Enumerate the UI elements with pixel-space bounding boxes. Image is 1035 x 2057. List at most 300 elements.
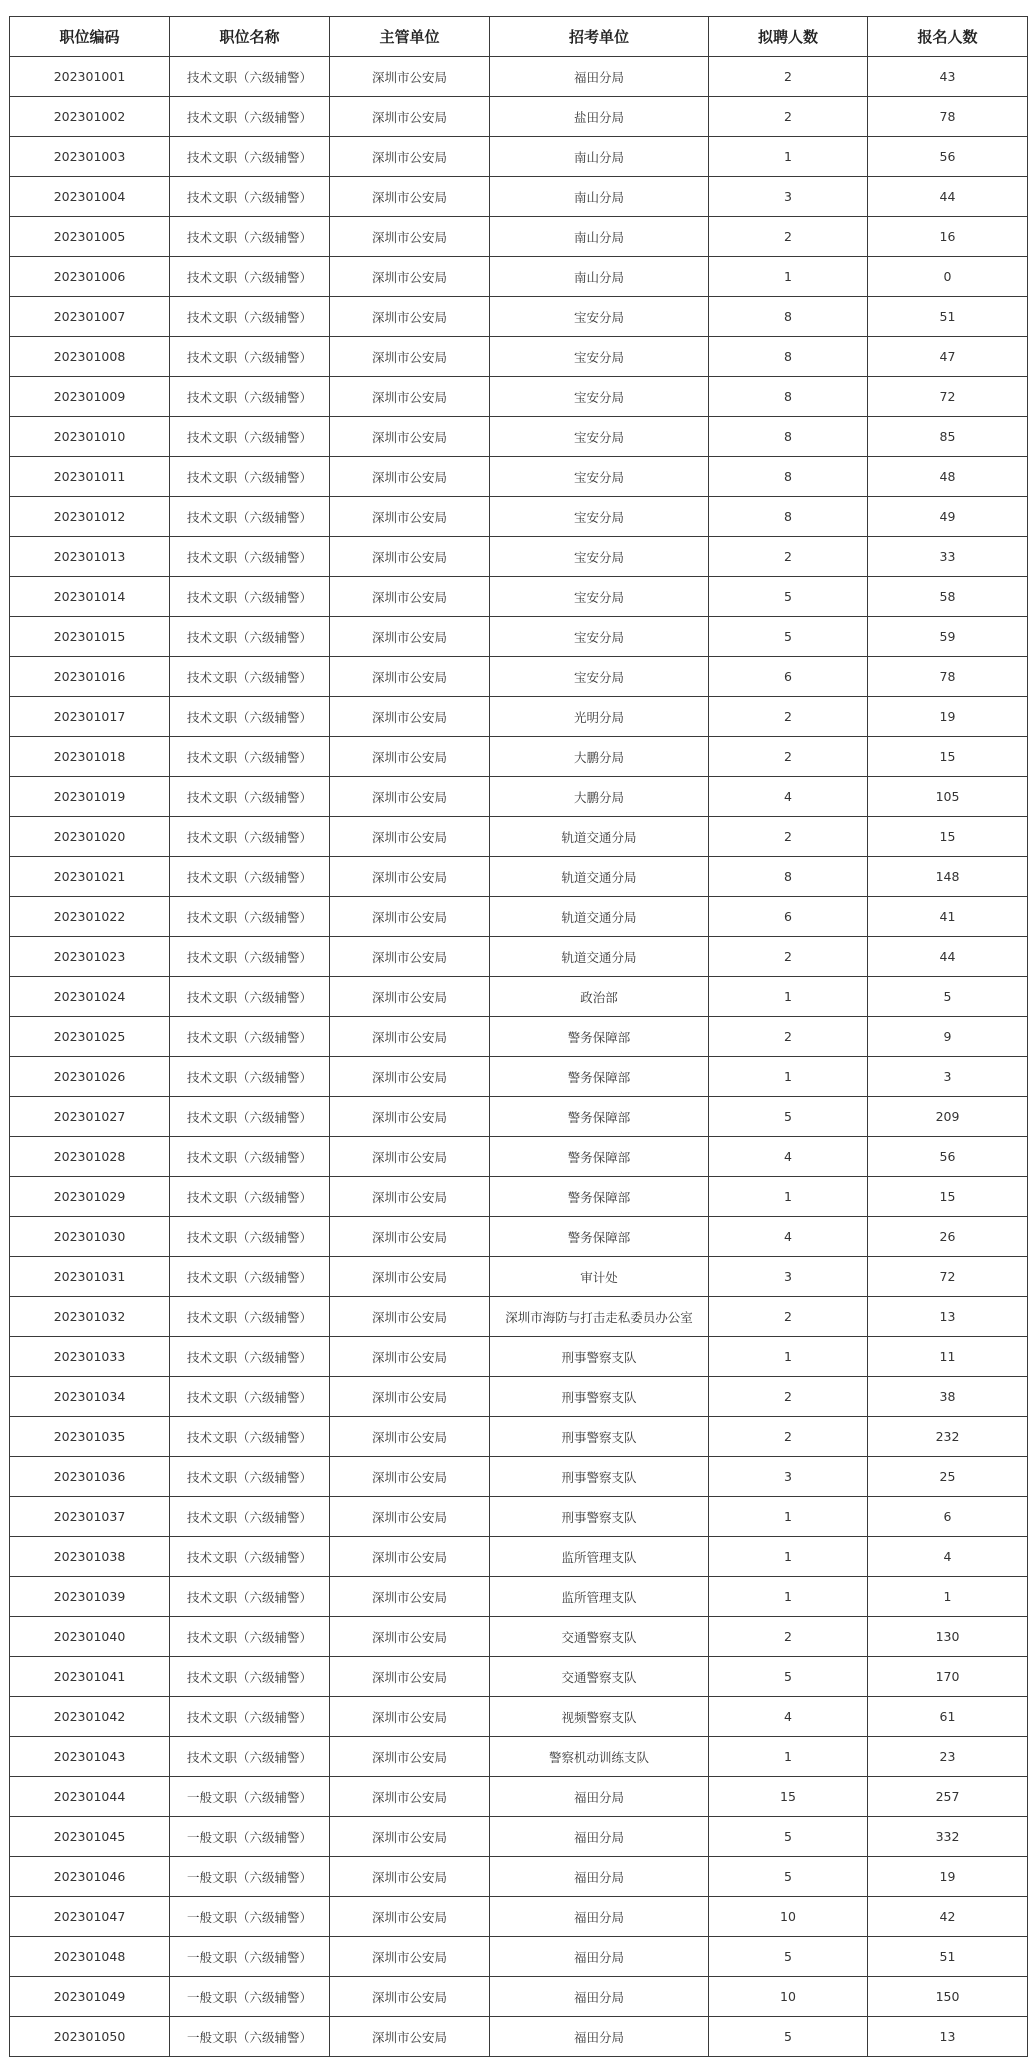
table-row (10, 817, 1028, 857)
cell-planned-hires: 4 (709, 1137, 868, 1177)
cell-applicants: 5 (868, 977, 1028, 1017)
cell-supervising-unit: 深圳市公安局 (330, 417, 490, 457)
cell-applicants: 9 (868, 1017, 1028, 1057)
cell-recruiting-unit: 宝安分局 (490, 497, 709, 537)
cell-applicants: 72 (868, 377, 1028, 417)
cell-position-code: 202301039 (10, 1577, 170, 1617)
cell-supervising-unit: 深圳市公安局 (330, 1057, 490, 1097)
cell-position-code: 202301033 (10, 1337, 170, 1377)
table-row (10, 337, 1028, 377)
table-row (10, 1857, 1028, 1897)
cell-position-code: 202301044 (10, 1777, 170, 1817)
cell-position-name: 技术文职（六级辅警） (170, 897, 330, 937)
cell-recruiting-unit: 南山分局 (490, 177, 709, 217)
cell-recruiting-unit: 警务保障部 (490, 1217, 709, 1257)
table-row (10, 417, 1028, 457)
cell-position-code: 202301027 (10, 1097, 170, 1137)
table-row (10, 1297, 1028, 1337)
cell-position-name: 一般文职（六级辅警） (170, 1777, 330, 1817)
cell-position-name: 技术文职（六级辅警） (170, 97, 330, 137)
cell-supervising-unit: 深圳市公安局 (330, 297, 490, 337)
recruitment-table-container (9, 16, 1027, 2057)
cell-applicants: 47 (868, 337, 1028, 377)
cell-position-name: 技术文职（六级辅警） (170, 1257, 330, 1297)
cell-position-name: 技术文职（六级辅警） (170, 1617, 330, 1657)
cell-position-code: 202301048 (10, 1937, 170, 1977)
table-row (10, 657, 1028, 697)
cell-planned-hires: 8 (709, 857, 868, 897)
cell-applicants: 49 (868, 497, 1028, 537)
cell-planned-hires: 2 (709, 1377, 868, 1417)
cell-applicants: 48 (868, 457, 1028, 497)
cell-applicants: 23 (868, 1737, 1028, 1777)
table-row (10, 1057, 1028, 1097)
cell-recruiting-unit: 警务保障部 (490, 1097, 709, 1137)
cell-planned-hires: 2 (709, 217, 868, 257)
cell-recruiting-unit: 刑事警察支队 (490, 1457, 709, 1497)
table-row (10, 1577, 1028, 1617)
cell-planned-hires: 8 (709, 417, 868, 457)
cell-supervising-unit: 深圳市公安局 (330, 737, 490, 777)
cell-applicants: 51 (868, 297, 1028, 337)
cell-planned-hires: 5 (709, 1097, 868, 1137)
cell-position-code: 202301005 (10, 217, 170, 257)
cell-planned-hires: 5 (709, 1857, 868, 1897)
cell-applicants: 170 (868, 1657, 1028, 1697)
cell-applicants: 0 (868, 257, 1028, 297)
cell-recruiting-unit: 宝安分局 (490, 337, 709, 377)
cell-position-code: 202301029 (10, 1177, 170, 1217)
cell-planned-hires: 6 (709, 897, 868, 937)
cell-position-code: 202301026 (10, 1057, 170, 1097)
cell-applicants: 43 (868, 57, 1028, 97)
cell-applicants: 41 (868, 897, 1028, 937)
cell-supervising-unit: 深圳市公安局 (330, 977, 490, 1017)
cell-supervising-unit: 深圳市公安局 (330, 97, 490, 137)
table-row (10, 1217, 1028, 1257)
cell-position-name: 技术文职（六级辅警） (170, 257, 330, 297)
cell-applicants: 33 (868, 537, 1028, 577)
cell-planned-hires: 1 (709, 1057, 868, 1097)
cell-position-name: 技术文职（六级辅警） (170, 1577, 330, 1617)
cell-planned-hires: 3 (709, 1257, 868, 1297)
cell-applicants: 26 (868, 1217, 1028, 1257)
cell-recruiting-unit: 轨道交通分局 (490, 937, 709, 977)
cell-applicants: 16 (868, 217, 1028, 257)
cell-supervising-unit: 深圳市公安局 (330, 1417, 490, 1457)
cell-planned-hires: 2 (709, 737, 868, 777)
cell-supervising-unit: 深圳市公安局 (330, 2017, 490, 2057)
cell-position-code: 202301001 (10, 57, 170, 97)
cell-applicants: 72 (868, 1257, 1028, 1297)
cell-recruiting-unit: 福田分局 (490, 1977, 709, 2017)
cell-planned-hires: 6 (709, 657, 868, 697)
cell-applicants: 59 (868, 617, 1028, 657)
cell-supervising-unit: 深圳市公安局 (330, 857, 490, 897)
cell-planned-hires: 3 (709, 1457, 868, 1497)
cell-applicants: 78 (868, 97, 1028, 137)
cell-recruiting-unit: 宝安分局 (490, 417, 709, 457)
cell-position-name: 技术文职（六级辅警） (170, 457, 330, 497)
table-row (10, 1897, 1028, 1937)
cell-planned-hires: 2 (709, 1017, 868, 1057)
cell-planned-hires: 1 (709, 1537, 868, 1577)
table-row (10, 1177, 1028, 1217)
cell-position-code: 202301007 (10, 297, 170, 337)
cell-recruiting-unit: 交通警察支队 (490, 1657, 709, 1697)
cell-position-code: 202301006 (10, 257, 170, 297)
cell-position-name: 技术文职（六级辅警） (170, 1537, 330, 1577)
cell-position-code: 202301035 (10, 1417, 170, 1457)
cell-position-code: 202301036 (10, 1457, 170, 1497)
cell-planned-hires: 10 (709, 1977, 868, 2017)
cell-planned-hires: 8 (709, 337, 868, 377)
cell-planned-hires: 5 (709, 2017, 868, 2057)
cell-planned-hires: 1 (709, 1497, 868, 1537)
cell-recruiting-unit: 福田分局 (490, 1817, 709, 1857)
cell-position-code: 202301017 (10, 697, 170, 737)
table-row (10, 297, 1028, 337)
cell-planned-hires: 2 (709, 57, 868, 97)
cell-position-name: 技术文职（六级辅警） (170, 1137, 330, 1177)
cell-supervising-unit: 深圳市公安局 (330, 1577, 490, 1617)
cell-position-code: 202301038 (10, 1537, 170, 1577)
cell-position-name: 技术文职（六级辅警） (170, 657, 330, 697)
cell-recruiting-unit: 福田分局 (490, 1857, 709, 1897)
cell-supervising-unit: 深圳市公安局 (330, 1497, 490, 1537)
cell-applicants: 19 (868, 1857, 1028, 1897)
cell-applicants: 15 (868, 817, 1028, 857)
cell-recruiting-unit: 警务保障部 (490, 1137, 709, 1177)
table-row (10, 1257, 1028, 1297)
cell-position-name: 技术文职（六级辅警） (170, 177, 330, 217)
cell-recruiting-unit: 宝安分局 (490, 657, 709, 697)
table-row (10, 137, 1028, 177)
cell-position-code: 202301030 (10, 1217, 170, 1257)
cell-position-code: 202301040 (10, 1617, 170, 1657)
header-row (10, 17, 1028, 57)
cell-supervising-unit: 深圳市公安局 (330, 1137, 490, 1177)
cell-planned-hires: 8 (709, 497, 868, 537)
table-row (10, 1377, 1028, 1417)
cell-recruiting-unit: 福田分局 (490, 1777, 709, 1817)
header-recruiting-unit: 招考单位 (490, 17, 709, 57)
cell-planned-hires: 4 (709, 1217, 868, 1257)
table-row (10, 737, 1028, 777)
cell-planned-hires: 5 (709, 577, 868, 617)
table-row (10, 177, 1028, 217)
cell-applicants: 11 (868, 1337, 1028, 1377)
header-supervising-unit: 主管单位 (330, 17, 490, 57)
cell-position-name: 技术文职（六级辅警） (170, 737, 330, 777)
cell-applicants: 58 (868, 577, 1028, 617)
cell-position-code: 202301021 (10, 857, 170, 897)
cell-supervising-unit: 深圳市公安局 (330, 1377, 490, 1417)
table-row (10, 1137, 1028, 1177)
cell-position-name: 技术文职（六级辅警） (170, 1297, 330, 1337)
cell-position-name: 技术文职（六级辅警） (170, 1057, 330, 1097)
cell-applicants: 15 (868, 737, 1028, 777)
table-row (10, 577, 1028, 617)
cell-supervising-unit: 深圳市公安局 (330, 1937, 490, 1977)
cell-applicants: 130 (868, 1617, 1028, 1657)
cell-recruiting-unit: 大鹏分局 (490, 737, 709, 777)
cell-position-code: 202301010 (10, 417, 170, 457)
table-row (10, 537, 1028, 577)
table-header (10, 17, 1028, 57)
cell-supervising-unit: 深圳市公安局 (330, 657, 490, 697)
cell-supervising-unit: 深圳市公安局 (330, 1257, 490, 1297)
table-row (10, 1457, 1028, 1497)
cell-recruiting-unit: 宝安分局 (490, 537, 709, 577)
cell-recruiting-unit: 福田分局 (490, 1897, 709, 1937)
cell-planned-hires: 2 (709, 537, 868, 577)
cell-position-code: 202301037 (10, 1497, 170, 1537)
cell-planned-hires: 2 (709, 817, 868, 857)
cell-applicants: 150 (868, 1977, 1028, 2017)
table-row (10, 457, 1028, 497)
cell-position-name: 技术文职（六级辅警） (170, 777, 330, 817)
table-row (10, 777, 1028, 817)
cell-recruiting-unit: 警务保障部 (490, 1177, 709, 1217)
cell-supervising-unit: 深圳市公安局 (330, 617, 490, 657)
cell-planned-hires: 1 (709, 1577, 868, 1617)
cell-planned-hires: 1 (709, 257, 868, 297)
cell-recruiting-unit: 福田分局 (490, 57, 709, 97)
cell-applicants: 209 (868, 1097, 1028, 1137)
cell-applicants: 19 (868, 697, 1028, 737)
cell-applicants: 56 (868, 1137, 1028, 1177)
cell-applicants: 332 (868, 1817, 1028, 1857)
cell-applicants: 44 (868, 177, 1028, 217)
cell-position-code: 202301025 (10, 1017, 170, 1057)
table-row (10, 1737, 1028, 1777)
cell-position-code: 202301049 (10, 1977, 170, 2017)
cell-applicants: 44 (868, 937, 1028, 977)
table-row (10, 257, 1028, 297)
cell-supervising-unit: 深圳市公安局 (330, 1537, 490, 1577)
cell-supervising-unit: 深圳市公安局 (330, 817, 490, 857)
cell-position-name: 技术文职（六级辅警） (170, 1417, 330, 1457)
cell-position-code: 202301011 (10, 457, 170, 497)
cell-supervising-unit: 深圳市公安局 (330, 937, 490, 977)
table-row (10, 1537, 1028, 1577)
cell-position-code: 202301004 (10, 177, 170, 217)
cell-supervising-unit: 深圳市公安局 (330, 377, 490, 417)
cell-position-name: 技术文职（六级辅警） (170, 337, 330, 377)
cell-position-name: 技术文职（六级辅警） (170, 577, 330, 617)
cell-position-name: 技术文职（六级辅警） (170, 1017, 330, 1057)
cell-planned-hires: 2 (709, 1617, 868, 1657)
table-row (10, 57, 1028, 97)
cell-planned-hires: 5 (709, 617, 868, 657)
cell-supervising-unit: 深圳市公安局 (330, 457, 490, 497)
cell-planned-hires: 5 (709, 1817, 868, 1857)
cell-planned-hires: 4 (709, 777, 868, 817)
cell-supervising-unit: 深圳市公安局 (330, 697, 490, 737)
cell-position-name: 技术文职（六级辅警） (170, 297, 330, 337)
header-planned-hires: 拟聘人数 (709, 17, 868, 57)
cell-position-name: 一般文职（六级辅警） (170, 2017, 330, 2057)
cell-recruiting-unit: 大鹏分局 (490, 777, 709, 817)
cell-position-code: 202301020 (10, 817, 170, 857)
table-row (10, 1497, 1028, 1537)
cell-position-code: 202301002 (10, 97, 170, 137)
cell-position-name: 技术文职（六级辅警） (170, 1737, 330, 1777)
cell-applicants: 85 (868, 417, 1028, 457)
cell-supervising-unit: 深圳市公安局 (330, 1097, 490, 1137)
cell-recruiting-unit: 光明分局 (490, 697, 709, 737)
cell-supervising-unit: 深圳市公安局 (330, 1017, 490, 1057)
cell-position-name: 一般文职（六级辅警） (170, 1897, 330, 1937)
cell-position-code: 202301032 (10, 1297, 170, 1337)
cell-applicants: 56 (868, 137, 1028, 177)
cell-applicants: 78 (868, 657, 1028, 697)
table-row (10, 1337, 1028, 1377)
table-row (10, 377, 1028, 417)
cell-position-name: 技术文职（六级辅警） (170, 1497, 330, 1537)
cell-supervising-unit: 深圳市公安局 (330, 577, 490, 617)
cell-supervising-unit: 深圳市公安局 (330, 1337, 490, 1377)
table-row (10, 1977, 1028, 2017)
cell-planned-hires: 8 (709, 457, 868, 497)
cell-position-name: 技术文职（六级辅警） (170, 617, 330, 657)
cell-position-name: 技术文职（六级辅警） (170, 417, 330, 457)
cell-recruiting-unit: 南山分局 (490, 137, 709, 177)
table-row (10, 1937, 1028, 1977)
table-row (10, 1417, 1028, 1457)
cell-planned-hires: 2 (709, 697, 868, 737)
cell-recruiting-unit: 刑事警察支队 (490, 1497, 709, 1537)
cell-position-name: 技术文职（六级辅警） (170, 497, 330, 537)
cell-supervising-unit: 深圳市公安局 (330, 1817, 490, 1857)
cell-supervising-unit: 深圳市公安局 (330, 777, 490, 817)
cell-recruiting-unit: 深圳市海防与打击走私委员办公室 (490, 1297, 709, 1337)
cell-supervising-unit: 深圳市公安局 (330, 1777, 490, 1817)
cell-position-code: 202301024 (10, 977, 170, 1017)
cell-supervising-unit: 深圳市公安局 (330, 537, 490, 577)
cell-planned-hires: 2 (709, 1417, 868, 1457)
recruitment-table (9, 16, 1028, 2057)
cell-supervising-unit: 深圳市公安局 (330, 137, 490, 177)
table-row (10, 1017, 1028, 1057)
cell-recruiting-unit: 宝安分局 (490, 577, 709, 617)
cell-planned-hires: 1 (709, 977, 868, 1017)
header-position-name: 职位名称 (170, 17, 330, 57)
cell-position-code: 202301009 (10, 377, 170, 417)
cell-planned-hires: 2 (709, 937, 868, 977)
cell-recruiting-unit: 宝安分局 (490, 297, 709, 337)
cell-position-name: 技术文职（六级辅警） (170, 1217, 330, 1257)
cell-recruiting-unit: 警务保障部 (490, 1057, 709, 1097)
table-row (10, 2017, 1028, 2057)
cell-position-code: 202301028 (10, 1137, 170, 1177)
cell-position-code: 202301045 (10, 1817, 170, 1857)
cell-recruiting-unit: 轨道交通分局 (490, 817, 709, 857)
cell-recruiting-unit: 刑事警察支队 (490, 1337, 709, 1377)
cell-recruiting-unit: 审计处 (490, 1257, 709, 1297)
table-body (10, 57, 1028, 2057)
table-row (10, 617, 1028, 657)
cell-position-name: 技术文职（六级辅警） (170, 1377, 330, 1417)
cell-recruiting-unit: 宝安分局 (490, 377, 709, 417)
cell-position-name: 一般文职（六级辅警） (170, 1817, 330, 1857)
cell-supervising-unit: 深圳市公安局 (330, 1737, 490, 1777)
cell-supervising-unit: 深圳市公安局 (330, 337, 490, 377)
cell-position-code: 202301043 (10, 1737, 170, 1777)
cell-supervising-unit: 深圳市公安局 (330, 497, 490, 537)
cell-recruiting-unit: 福田分局 (490, 2017, 709, 2057)
cell-recruiting-unit: 盐田分局 (490, 97, 709, 137)
cell-planned-hires: 4 (709, 1697, 868, 1737)
table-row (10, 1697, 1028, 1737)
cell-supervising-unit: 深圳市公安局 (330, 1177, 490, 1217)
cell-recruiting-unit: 监所管理支队 (490, 1577, 709, 1617)
table-row (10, 217, 1028, 257)
cell-applicants: 51 (868, 1937, 1028, 1977)
cell-applicants: 105 (868, 777, 1028, 817)
cell-position-name: 技术文职（六级辅警） (170, 817, 330, 857)
cell-position-name: 技术文职（六级辅警） (170, 217, 330, 257)
cell-planned-hires: 1 (709, 1337, 868, 1377)
cell-planned-hires: 5 (709, 1657, 868, 1697)
cell-supervising-unit: 深圳市公安局 (330, 1617, 490, 1657)
table-row (10, 897, 1028, 937)
cell-recruiting-unit: 福田分局 (490, 1937, 709, 1977)
cell-applicants: 3 (868, 1057, 1028, 1097)
cell-position-code: 202301016 (10, 657, 170, 697)
cell-planned-hires: 2 (709, 1297, 868, 1337)
header-applicants: 报名人数 (868, 17, 1028, 57)
cell-planned-hires: 1 (709, 1737, 868, 1777)
table-row (10, 1657, 1028, 1697)
cell-position-code: 202301014 (10, 577, 170, 617)
cell-position-code: 202301031 (10, 1257, 170, 1297)
cell-planned-hires: 10 (709, 1897, 868, 1937)
cell-position-code: 202301047 (10, 1897, 170, 1937)
cell-planned-hires: 8 (709, 377, 868, 417)
cell-supervising-unit: 深圳市公安局 (330, 57, 490, 97)
cell-position-name: 技术文职（六级辅警） (170, 1177, 330, 1217)
cell-planned-hires: 2 (709, 97, 868, 137)
table-row (10, 857, 1028, 897)
cell-recruiting-unit: 轨道交通分局 (490, 897, 709, 937)
cell-position-name: 技术文职（六级辅警） (170, 537, 330, 577)
cell-position-code: 202301015 (10, 617, 170, 657)
cell-supervising-unit: 深圳市公安局 (330, 1697, 490, 1737)
cell-position-name: 技术文职（六级辅警） (170, 1697, 330, 1737)
cell-applicants: 6 (868, 1497, 1028, 1537)
cell-position-name: 技术文职（六级辅警） (170, 137, 330, 177)
cell-supervising-unit: 深圳市公安局 (330, 257, 490, 297)
cell-recruiting-unit: 轨道交通分局 (490, 857, 709, 897)
cell-position-code: 202301003 (10, 137, 170, 177)
cell-position-name: 技术文职（六级辅警） (170, 377, 330, 417)
cell-supervising-unit: 深圳市公安局 (330, 1297, 490, 1337)
cell-recruiting-unit: 宝安分局 (490, 617, 709, 657)
cell-position-code: 202301050 (10, 2017, 170, 2057)
cell-applicants: 25 (868, 1457, 1028, 1497)
cell-supervising-unit: 深圳市公安局 (330, 177, 490, 217)
cell-planned-hires: 3 (709, 177, 868, 217)
cell-supervising-unit: 深圳市公安局 (330, 217, 490, 257)
cell-planned-hires: 8 (709, 297, 868, 337)
cell-position-name: 技术文职（六级辅警） (170, 1657, 330, 1697)
cell-recruiting-unit: 视频警察支队 (490, 1697, 709, 1737)
cell-position-name: 一般文职（六级辅警） (170, 1857, 330, 1897)
cell-supervising-unit: 深圳市公安局 (330, 1857, 490, 1897)
cell-applicants: 38 (868, 1377, 1028, 1417)
